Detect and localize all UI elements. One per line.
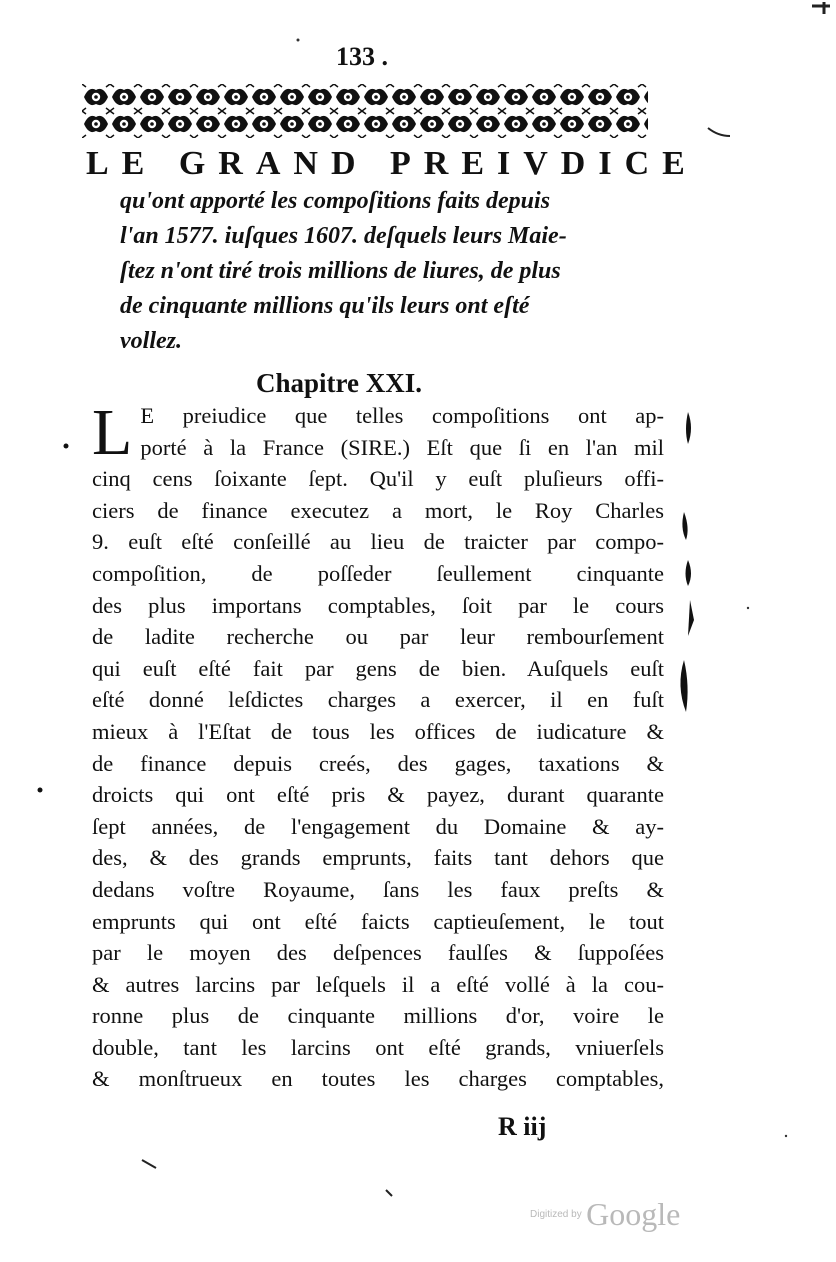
title-line: LE GRAND PREIVDICE <box>86 145 698 182</box>
signature-mark: R iij <box>498 1112 547 1141</box>
body-line: compoſition, de poſſeder ſeullement cinquante <box>92 560 664 586</box>
title-line: ſtez n'ont tiré trois millions de liures, de plus <box>120 258 561 284</box>
title-line: l'an 1577. iuſques 1607. deſquels leurs Maie- <box>120 223 567 249</box>
body-line: & autres larcins par leſquels il a eſté vollé à la cou- <box>92 971 664 997</box>
chapter-title <box>86 144 698 359</box>
page-number: 133 . <box>336 42 388 71</box>
body-text <box>92 396 664 1095</box>
title-line: de cinquante millions qu'ils leurs ont eſté <box>120 293 530 319</box>
body-line: par le moyen des deſpences faulſes & ſuppoſées <box>92 940 664 966</box>
chapter-heading: Chapitre XXI. <box>256 368 423 398</box>
watermark-prefix: Digitized by <box>530 1209 582 1220</box>
body-line: & monſtrueux en toutes les charges comptables, <box>92 1066 664 1092</box>
body-line: cinq cens ſoixante ſept. Qu'il y euſt pluſieurs offi- <box>92 466 664 492</box>
body-line: droicts qui ont eſté pris & payez, durant quarante <box>92 782 664 808</box>
body-line: mieux à l'Eſtat de tous les offices de iudicature & <box>92 718 664 744</box>
title-line: qu'ont apporté les compoſitions faits depuis <box>120 188 551 214</box>
digitized-watermark <box>530 1196 680 1233</box>
body-line: E preiudice que telles compoſitions ont ap- <box>140 403 664 428</box>
body-line: de finance depuis creés, des gages, taxations & <box>92 750 664 776</box>
body-line: qui euſt eſté fait par gens de bien. Auſquels euſt <box>92 655 664 681</box>
ornament-band <box>82 84 648 138</box>
body-line: ciers de finance executez a mort, le Roy Charles <box>92 497 664 523</box>
body-line: des plus importans comptables, ſoit par le cours <box>92 592 664 618</box>
body-line: eſté donné leſdictes charges a exercer, il en fuſt <box>92 687 664 713</box>
drop-cap: L <box>92 396 133 469</box>
body-line: ſept années, de l'engagement du Domaine & ay- <box>92 813 664 839</box>
body-line: porté à la France (SIRE.) Eſt que ſi en l'an mil <box>140 434 664 460</box>
watermark-brand: Google <box>586 1196 681 1232</box>
title-line: vollez. <box>120 328 182 354</box>
body-line: double, tant les larcins ont eſté grands, vniuerſels <box>92 1034 664 1060</box>
body-line: de ladite recherche ou par leur rembourſement <box>92 624 664 650</box>
body-line: ronne plus de cinquante millions d'or, voire le <box>92 1003 664 1029</box>
body-line: 9. euſt eſté conſeillé au lieu de traicter par compo- <box>92 529 664 555</box>
body-line: des, & des grands emprunts, faits tant dehors que <box>92 845 664 871</box>
body-line: dedans voſtre Royaume, ſans les faux preſts & <box>92 876 664 902</box>
title-subtitle <box>120 184 672 359</box>
body-line: emprunts qui ont eſté faicts captieuſement, le tout <box>92 908 664 934</box>
